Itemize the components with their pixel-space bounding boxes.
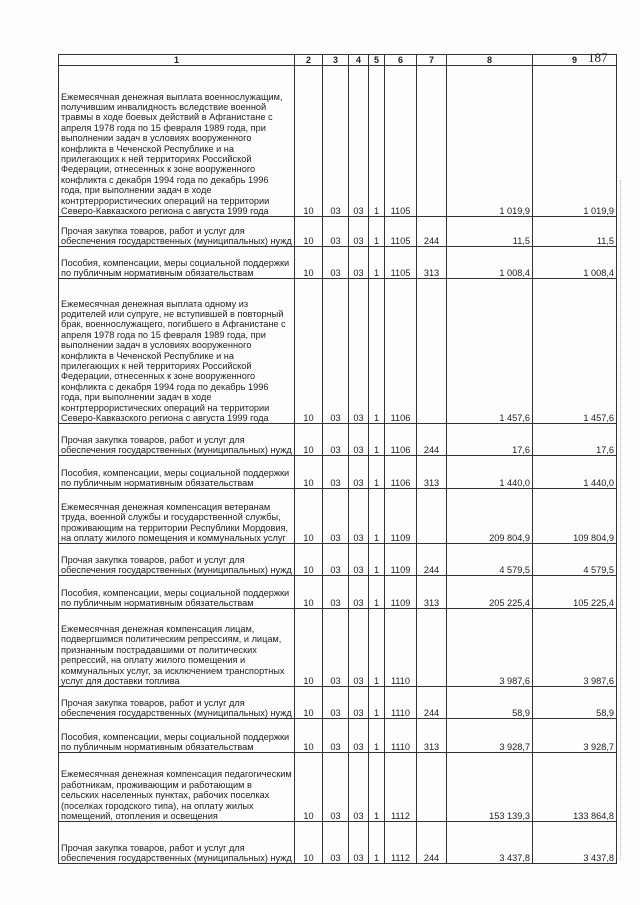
col-amount-1: 11,5 <box>447 217 533 247</box>
col-amount-2: 1 440,0 <box>533 456 617 489</box>
col-target-code: 1106 <box>385 424 417 456</box>
col-expense-type <box>417 279 447 424</box>
col-target-code: 1110 <box>385 687 417 719</box>
col-section: 10 <box>295 719 323 753</box>
header-cell: 8 <box>447 55 533 66</box>
col-expense-type <box>417 66 447 217</box>
col-subsection: 03 <box>323 609 349 687</box>
col-program: 03 <box>349 489 369 544</box>
col-target-code: 1109 <box>385 544 417 576</box>
col-target-code: 1109 <box>385 576 417 609</box>
header-cell: 2 <box>295 55 323 66</box>
col-section: 10 <box>295 66 323 217</box>
col-subprogram: 1 <box>369 489 385 544</box>
col-subprogram: 1 <box>369 247 385 279</box>
col-subprogram: 1 <box>369 544 385 576</box>
col-amount-1: 4 579,5 <box>447 544 533 576</box>
row-description: Ежемесячная денежная выплата военнослужащим, получившим инвалидность вследствие военной травмы в ходе боевых действий в Афганистане с апреля 1978 года по 15 февраля 1989 года, при выполнении задач в условиях вооруженного конфликта в Чеченской Республике и на прилегающих к ней территориях Российской Федерации, отнесенных к зоне вооруженного конфликта с декабря 1994 года по декабрь 1996 года, при выполнении задач в ходе контртеррористических операций на территории Северо-Кавказского региона с августа 1999 года <box>59 66 295 217</box>
col-subprogram: 1 <box>369 753 385 822</box>
col-subsection: 03 <box>323 687 349 719</box>
col-subsection: 03 <box>323 424 349 456</box>
col-section: 10 <box>295 247 323 279</box>
row-description: Прочая закупка товаров, работ и услуг для обеспечения государственных (муниципальных) нужд <box>59 822 295 864</box>
col-section: 10 <box>295 279 323 424</box>
col-program: 03 <box>349 687 369 719</box>
row-description: Пособия, компенсации, меры социальной поддержки по публичным нормативным обязательствам <box>59 456 295 489</box>
col-program: 03 <box>349 576 369 609</box>
row-description: Ежемесячная денежная компенсация ветеранам труда, военной службы и государственной службы, проживающим на территории Республики Мордовия, на оплату жилого помещения и коммунальных услуг <box>59 489 295 544</box>
col-subprogram: 1 <box>369 576 385 609</box>
budget-table <box>58 54 617 864</box>
table-row <box>59 576 617 609</box>
col-subsection: 03 <box>323 544 349 576</box>
col-amount-2: 133 864,8 <box>533 753 617 822</box>
col-program: 03 <box>349 609 369 687</box>
col-subsection: 03 <box>323 66 349 217</box>
col-target-code: 1105 <box>385 217 417 247</box>
col-amount-1: 3 987,6 <box>447 609 533 687</box>
col-subsection: 03 <box>323 247 349 279</box>
col-subprogram: 1 <box>369 609 385 687</box>
row-description: Ежемесячная денежная компенсация лицам, подвергшимся политическим репрессиям, и лицам, признанным пострадавшими от политических репрессий, на оплату жилого помещения и коммунальных услуг, за исключением транспортных услуг для доставки топлива <box>59 609 295 687</box>
row-description: Ежемесячная денежная компенсация педагогическим работникам, проживающим и работающим в сельских населенных пунктах, рабочих поселках (поселках городского типа), на оплату жилых помещений, отопления и освещения <box>59 753 295 822</box>
scan-edge-mark <box>620 180 622 860</box>
col-subsection: 03 <box>323 753 349 822</box>
col-subprogram: 1 <box>369 217 385 247</box>
col-expense-type: 313 <box>417 456 447 489</box>
col-expense-type: 244 <box>417 424 447 456</box>
col-amount-2: 4 579,5 <box>533 544 617 576</box>
col-expense-type: 313 <box>417 576 447 609</box>
col-amount-1: 3 928,7 <box>447 719 533 753</box>
table-row <box>59 719 617 753</box>
col-subprogram: 1 <box>369 424 385 456</box>
col-amount-2: 3 437,8 <box>533 822 617 864</box>
header-cell: 1 <box>59 55 295 66</box>
table-row <box>59 66 617 217</box>
col-subsection: 03 <box>323 719 349 753</box>
col-program: 03 <box>349 456 369 489</box>
page-number: 187 <box>588 50 608 65</box>
row-description: Пособия, компенсации, меры социальной поддержки по публичным нормативным обязательствам <box>59 576 295 609</box>
col-section: 10 <box>295 753 323 822</box>
col-subprogram: 1 <box>369 456 385 489</box>
col-subsection: 03 <box>323 456 349 489</box>
col-amount-2: 58,9 <box>533 687 617 719</box>
col-section: 10 <box>295 424 323 456</box>
col-expense-type: 313 <box>417 247 447 279</box>
col-expense-type: 244 <box>417 217 447 247</box>
col-amount-1: 1 019,9 <box>447 66 533 217</box>
table-row <box>59 279 617 424</box>
col-target-code: 1106 <box>385 456 417 489</box>
col-subprogram: 1 <box>369 822 385 864</box>
col-amount-2: 3 928,7 <box>533 719 617 753</box>
col-target-code: 1112 <box>385 753 417 822</box>
col-subsection: 03 <box>323 217 349 247</box>
col-subsection: 03 <box>323 822 349 864</box>
col-program: 03 <box>349 217 369 247</box>
col-expense-type <box>417 609 447 687</box>
table-row <box>59 247 617 279</box>
col-section: 10 <box>295 687 323 719</box>
table-row <box>59 687 617 719</box>
row-description: Прочая закупка товаров, работ и услуг для обеспечения государственных (муниципальных) нужд <box>59 544 295 576</box>
col-expense-type: 244 <box>417 822 447 864</box>
col-amount-1: 17,6 <box>447 424 533 456</box>
col-expense-type: 313 <box>417 719 447 753</box>
table-row <box>59 822 617 864</box>
col-target-code: 1105 <box>385 66 417 217</box>
col-amount-2: 11,5 <box>533 217 617 247</box>
col-amount-2: 3 987,6 <box>533 609 617 687</box>
col-section: 10 <box>295 456 323 489</box>
col-amount-2: 1 457,6 <box>533 279 617 424</box>
col-amount-1: 205 225,4 <box>447 576 533 609</box>
col-amount-1: 58,9 <box>447 687 533 719</box>
header-cell: 6 <box>385 55 417 66</box>
col-amount-1: 1 008,4 <box>447 247 533 279</box>
col-section: 10 <box>295 576 323 609</box>
row-description: Пособия, компенсации, меры социальной поддержки по публичным нормативным обязательствам <box>59 719 295 753</box>
col-section: 10 <box>295 217 323 247</box>
col-amount-1: 209 804,9 <box>447 489 533 544</box>
col-amount-2: 1 008,4 <box>533 247 617 279</box>
col-amount-1: 1 457,6 <box>447 279 533 424</box>
col-section: 10 <box>295 489 323 544</box>
col-target-code: 1110 <box>385 609 417 687</box>
col-target-code: 1109 <box>385 489 417 544</box>
row-description: Прочая закупка товаров, работ и услуг для обеспечения государственных (муниципальных) нужд <box>59 424 295 456</box>
col-program: 03 <box>349 719 369 753</box>
table-row <box>59 609 617 687</box>
col-subsection: 03 <box>323 279 349 424</box>
header-cell: 3 <box>323 55 349 66</box>
col-program: 03 <box>349 279 369 424</box>
table-row <box>59 424 617 456</box>
col-subprogram: 1 <box>369 687 385 719</box>
table-row <box>59 544 617 576</box>
col-subprogram: 1 <box>369 719 385 753</box>
header-cell: 4 <box>349 55 369 66</box>
col-expense-type: 244 <box>417 544 447 576</box>
table-row <box>59 217 617 247</box>
col-program: 03 <box>349 753 369 822</box>
col-subsection: 03 <box>323 576 349 609</box>
col-target-code: 1105 <box>385 247 417 279</box>
row-description: Прочая закупка товаров, работ и услуг для обеспечения государственных (муниципальных) нужд <box>59 687 295 719</box>
col-amount-1: 153 139,3 <box>447 753 533 822</box>
col-section: 10 <box>295 544 323 576</box>
col-subprogram: 1 <box>369 66 385 217</box>
table-row <box>59 489 617 544</box>
header-cell: 5 <box>369 55 385 66</box>
col-amount-2: 105 225,4 <box>533 576 617 609</box>
col-target-code: 1110 <box>385 719 417 753</box>
col-subsection: 03 <box>323 489 349 544</box>
row-description: Пособия, компенсации, меры социальной поддержки по публичным нормативным обязательствам <box>59 247 295 279</box>
col-amount-2: 17,6 <box>533 424 617 456</box>
col-target-code: 1106 <box>385 279 417 424</box>
col-expense-type: 244 <box>417 687 447 719</box>
header-cell: 7 <box>417 55 447 66</box>
col-expense-type <box>417 753 447 822</box>
col-amount-2: 109 804,9 <box>533 489 617 544</box>
table-header-row <box>59 55 617 66</box>
col-expense-type <box>417 489 447 544</box>
table-row <box>59 753 617 822</box>
row-description: Ежемесячная денежная выплата одному из родителей или супруге, не вступившей в повторный брак, военнослужащего, погибшего в Афганистане с апреля 1978 года по 15 февраля 1989 года, при выполнении задач в условиях вооруженного конфликта в Чеченской Республике и на прилегающих к ней территориях Российской Федерации, отнесенных к зоне вооруженного конфликта с декабря 1994 года по декабрь 1996 года, при выполнении задач в ходе контртеррористических операций на территории Северо-Кавказского региона с августа 1999 года <box>59 279 295 424</box>
row-description: Прочая закупка товаров, работ и услуг для обеспечения государственных (муниципальных) нужд <box>59 217 295 247</box>
col-program: 03 <box>349 822 369 864</box>
col-target-code: 1112 <box>385 822 417 864</box>
col-subprogram: 1 <box>369 279 385 424</box>
col-section: 10 <box>295 609 323 687</box>
col-program: 03 <box>349 66 369 217</box>
col-amount-1: 3 437,8 <box>447 822 533 864</box>
col-program: 03 <box>349 544 369 576</box>
col-program: 03 <box>349 424 369 456</box>
header-cell: 9 <box>533 55 617 66</box>
col-section: 10 <box>295 822 323 864</box>
col-program: 03 <box>349 247 369 279</box>
col-amount-1: 1 440,0 <box>447 456 533 489</box>
table-row <box>59 456 617 489</box>
col-amount-2: 1 019,9 <box>533 66 617 217</box>
